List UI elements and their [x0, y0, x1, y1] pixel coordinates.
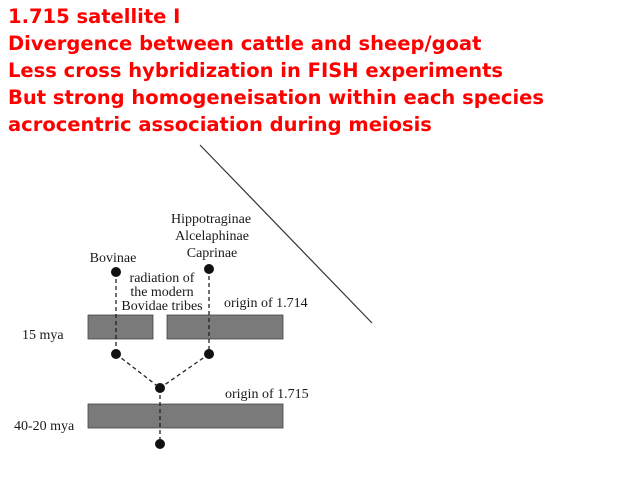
bullet-line-4: But strong homogeneisation within each species: [8, 86, 544, 109]
label-radiation-line-2: the modern: [130, 285, 194, 300]
label-origin-1715: origin of 1.715: [225, 387, 309, 402]
label-15-mya: 15 mya: [22, 328, 64, 343]
bullet-line-3: Less cross hybridization in FISH experiments: [8, 59, 504, 82]
node-split: [155, 383, 165, 393]
node-root: [155, 439, 165, 449]
label-radiation-line-3: Bovidae tribes: [121, 299, 203, 314]
bullet-line-2: Divergence between cattle and sheep/goat: [8, 32, 482, 55]
label-caprinae: Caprinae: [186, 246, 238, 261]
node-caprinae-base: [204, 349, 214, 359]
label-alcelaphinae: Alcelaphinae: [175, 229, 249, 244]
bullet-line-1: 1.715 satellite I: [8, 5, 181, 28]
label-radiation-line-1: radiation of: [129, 271, 195, 286]
node-bovinae-base: [111, 349, 121, 359]
node-bovinae-tip: [111, 267, 121, 277]
band-15-mya-left: [88, 315, 153, 339]
bullet-line-5: acrocentric association during meiosis: [8, 113, 432, 136]
band-15-mya-right: [167, 315, 283, 339]
band-40-20-mya: [88, 404, 283, 428]
label-40-20-mya: 40-20 mya: [14, 419, 75, 434]
label-origin-1714: origin of 1.714: [224, 296, 308, 311]
node-caprinae-tip: [204, 264, 214, 274]
label-bovinae: Bovinae: [89, 251, 137, 266]
label-hippotraginae: Hippotraginae: [170, 212, 252, 227]
